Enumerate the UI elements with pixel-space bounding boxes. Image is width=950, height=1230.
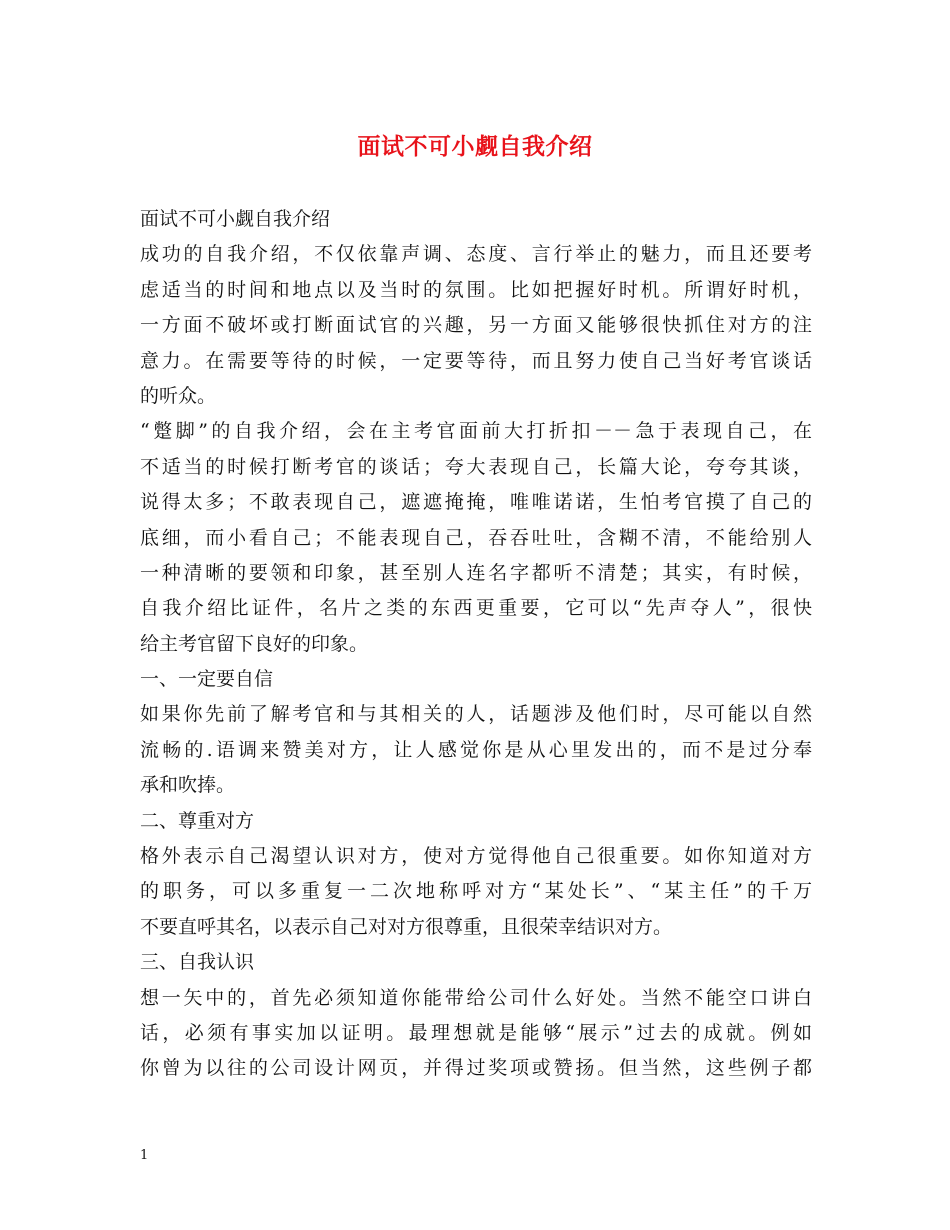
text-line: 的听众。 — [140, 384, 217, 407]
text-line: 如果你先前了解考官和与其相关的人，话题涉及他们时，尽可能以自然 — [140, 703, 812, 726]
text-line: 面试不可小觑自我介绍 — [140, 208, 331, 230]
text-line: 意力。在需要等待的时候，一定要等待，而且努力使自己当好考官谈话 — [140, 349, 812, 372]
text-line: 的职务，可以多重复一二次地称呼对方“某处长”、“某主任”的千万 — [140, 880, 812, 903]
page-number: 1 — [140, 1148, 149, 1163]
text-line: 给主考官留下良好的印象。 — [140, 632, 369, 655]
text-line: 想一矢中的，首先必须知道你能带给公司什么好处。当然不能空口讲白 — [140, 986, 812, 1009]
text-line: 不要直呼其名，以表示自己对对方很尊重，且很荣幸结识对方。 — [140, 915, 673, 938]
text-line: 说得太多；不敢表现自己，遮遮掩掩，唯唯诺诺，生怕考官摸了自己的 — [140, 491, 812, 514]
text-line: 虑适当的时间和地点以及当时的氛围。比如把握好时机。所谓好时机， — [140, 278, 812, 301]
text-line: 一种清晰的要领和印象，甚至别人连名字都听不清楚；其实，有时候， — [140, 561, 812, 584]
text-line: 不适当的时候打断考官的谈话；夸大表现自己，长篇大论，夸夸其谈， — [140, 455, 812, 478]
text-line: 你曾为以往的公司设计网页，并得过奖项或赞扬。但当然，这些例子都 — [140, 1057, 812, 1080]
text-line: 底细，而小看自己；不能表现自己，吞吞吐吐，含糊不清，不能给别人 — [140, 526, 812, 549]
text-line: 成功的自我介绍，不仅依靠声调、态度、言行举止的魅力，而且还要考 — [140, 243, 812, 266]
text-line: 三、自我认识 — [140, 951, 255, 974]
text-line: 一、一定要自信 — [140, 668, 274, 691]
text-line: “蹩脚”的自我介绍，会在主考官面前大打折扣－－急于表现自己，在 — [140, 420, 812, 443]
text-line: 话，必须有事实加以证明。最理想就是能够“展示”过去的成就。例如 — [140, 1021, 812, 1044]
text-line: 二、尊重对方 — [140, 809, 255, 832]
text-line: 格外表示自己渴望认识对方，使对方觉得他自己很重要。如你知道对方 — [140, 845, 812, 868]
document-body — [140, 202, 812, 1087]
text-line: 一方面不破坏或打断面试官的兴趣，另一方面又能够很快抓住对方的注 — [140, 314, 812, 337]
text-line: 承和吹捧。 — [140, 774, 236, 797]
text-line: 流畅的.语调来赞美对方，让人感觉你是从心里发出的，而不是过分奉 — [140, 738, 812, 761]
text-line: 自我介绍比证件，名片之类的东西更重要，它可以“先声夺人”，很快 — [140, 597, 812, 620]
document-title: 面试不可小觑自我介绍 — [357, 133, 593, 160]
